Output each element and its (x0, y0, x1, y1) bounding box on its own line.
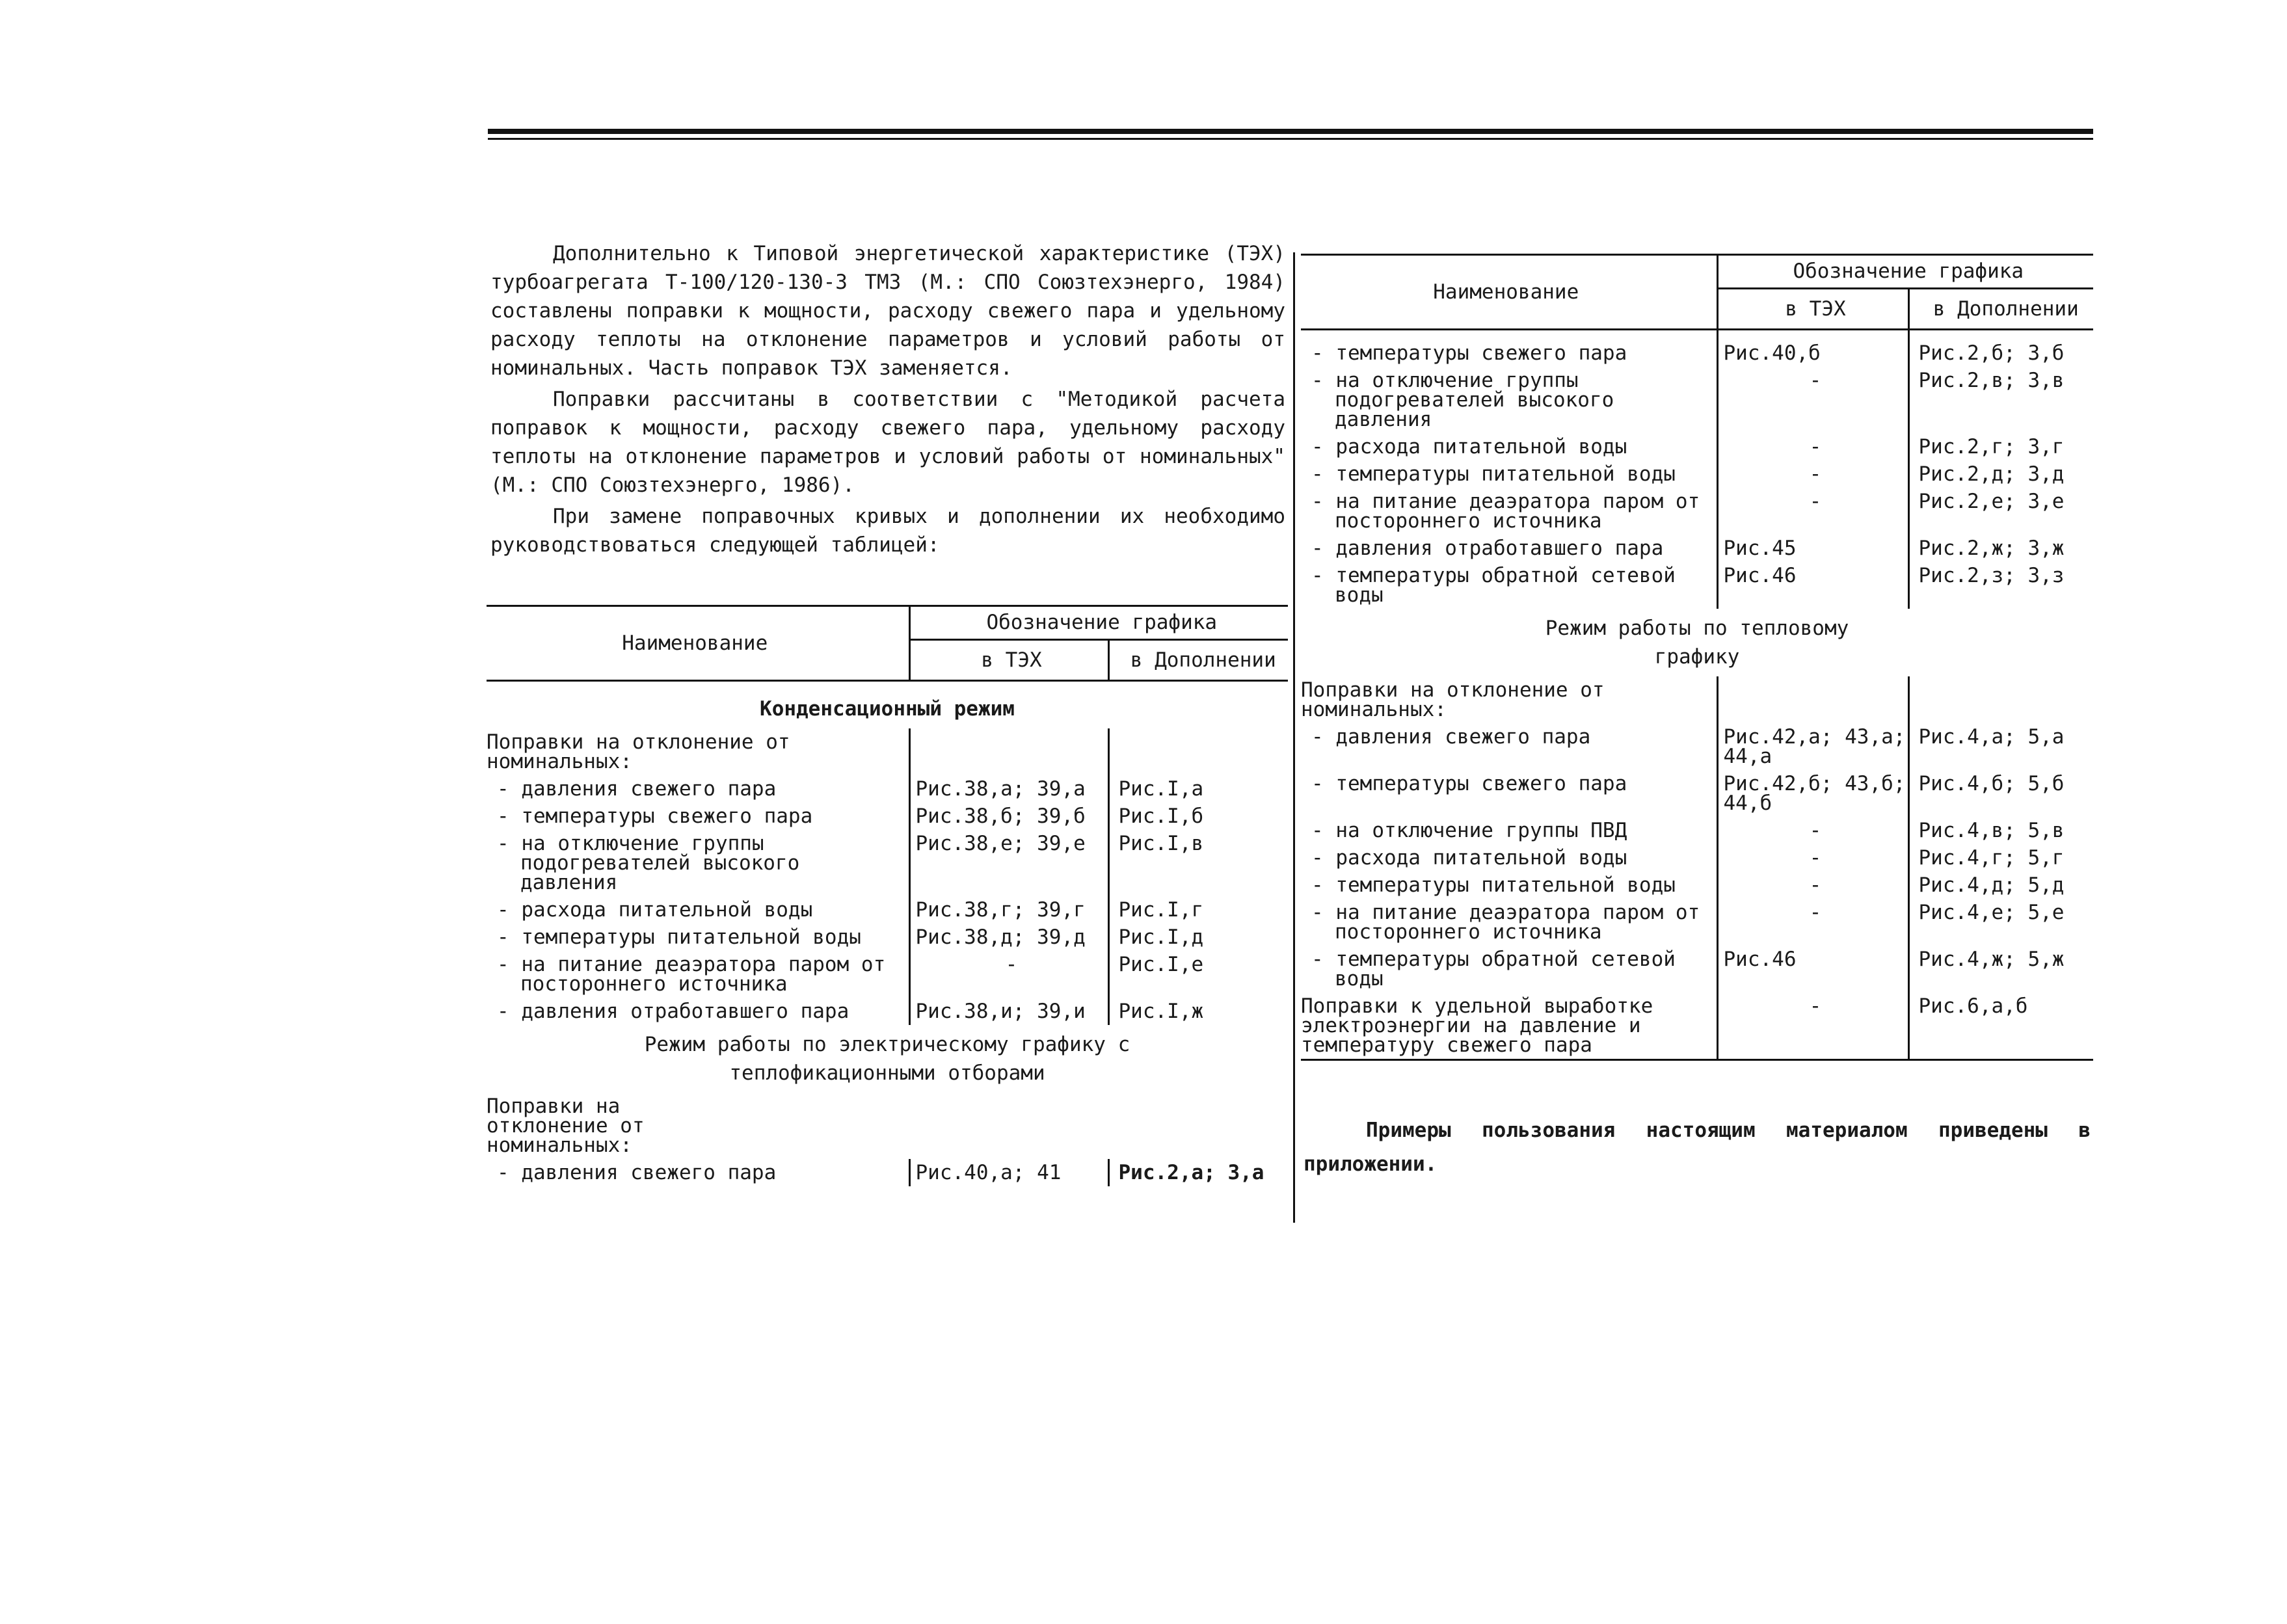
row-teh: - (1717, 899, 1908, 946)
table-row (1301, 488, 2093, 535)
left-corrections-label-row (487, 728, 1288, 775)
intro-paragraph-3: При замене поправочных кривых и дополнении их необходимо руководствоваться следующей таблицей: (490, 505, 1285, 557)
left-section-condensing (487, 681, 1288, 729)
intro-paragraph-1: Дополнительно к Типовой энергетической характеристике (ТЭХ) турбоагрегата Т-100/120-130-3 ТМЗ (М.: СПО Союзтехэнерго, 1984) составлены поправки к мощности, расходу свежего пара и удельному расходу теплоты на отклонение параметров и условий работы от номинальных. Часть поправок ТЭХ заменяется. (490, 242, 1285, 380)
right-header-designation: Обозначение графика (1717, 255, 2093, 289)
table-row (1301, 460, 2093, 488)
row-supplement: Рис.4,г; 5,г (1908, 844, 2093, 872)
row-name: - давления отработавшего пара (497, 1000, 849, 1023)
row-supplement: Рис.4,ж; 5,ж (1908, 946, 2093, 992)
table-row (1301, 330, 2093, 367)
left-header-name: Наименование (487, 606, 909, 681)
row-name: - на отключение группы ПВД (1311, 819, 1627, 842)
left-table (487, 605, 1288, 1186)
row-supplement: Рис.I,а (1108, 775, 1288, 803)
left-header-teh: в ТЭХ (909, 639, 1108, 681)
row-teh: - (1717, 488, 1908, 535)
row-name: - давления свежего пара (1311, 725, 1591, 749)
row-teh: - (1717, 817, 1908, 844)
row-name: - температуры свежего пара (1311, 772, 1627, 795)
table-row (1301, 535, 2093, 562)
row-name: - температуры свежего пара (1311, 341, 1627, 365)
row-teh: Рис.38,и; 39,и (909, 998, 1108, 1025)
row-teh: - (1717, 992, 1908, 1060)
row-name: - температуры свежего пара (497, 805, 813, 828)
right-header-supplement: в Дополнении (1908, 288, 2093, 330)
left-corrections-label-row-2 (487, 1093, 1288, 1159)
intro-text (490, 239, 1285, 562)
row-supplement: Рис.4,в; 5,в (1908, 817, 2093, 844)
empty-cell (1108, 1093, 1288, 1159)
top-rule-thin (488, 138, 2093, 140)
row-teh: Рис.45 (1717, 535, 1908, 562)
row-name: - на отключение группы подогревателей высокого давления (497, 832, 800, 894)
row-teh: Рис.42,б; 43,б; 44,б (1717, 770, 1908, 817)
empty-cell (909, 1093, 1108, 1159)
section-title: Конденсационный режим (760, 697, 1015, 721)
right-table (1301, 254, 2093, 1061)
row-supplement: Рис.2,г; 3,г (1908, 433, 2093, 460)
table-row (487, 830, 1288, 896)
table-row (487, 775, 1288, 803)
table-row (1301, 817, 2093, 844)
row-name: - на питание деаэратора паром от постороннего источника (497, 953, 886, 996)
row-supplement: Рис.4,а; 5,а (1908, 723, 2093, 770)
row-supplement: Рис.2,з; 3,з (1908, 562, 2093, 609)
row-supplement: Рис.2,а; 3,а (1108, 1159, 1288, 1186)
row-name: - расхода питательной воды (1311, 846, 1627, 870)
row-teh: Рис.38,е; 39,е (909, 830, 1108, 896)
row-teh: - (1717, 460, 1908, 488)
table-row (487, 951, 1288, 998)
row-name: - температуры питательной воды (497, 925, 861, 949)
table-row (487, 998, 1288, 1025)
row-name: - температуры питательной воды (1311, 462, 1676, 486)
row-supplement: Рис.I,д (1108, 924, 1288, 951)
row-supplement: Рис.2,ж; 3,ж (1908, 535, 2093, 562)
section-title: Режим работы по тепловому графику (1545, 617, 1849, 669)
row-supplement: Рис.I,е (1108, 951, 1288, 998)
intro-paragraph-2: Поправки рассчитаны в соответствии с "Методикой расчета поправок к мощности, расходу свежего пара, удельному расходу теплоты на отклонение параметров и условий работы от номинальных" (М.: СПО Союзтехэнерго, 1986). (490, 388, 1285, 497)
row-teh: Рис.38,г; 39,г (909, 896, 1108, 924)
row-teh: Рис.40,а; 41 (909, 1159, 1108, 1186)
row-supplement: Рис.I,в (1108, 830, 1288, 896)
row-name: - на питание деаэратора паром от постороннего источника (1311, 901, 1700, 944)
table-row (1301, 770, 2093, 817)
row-teh: Рис.38,а; 39,а (909, 775, 1108, 803)
table-row (1301, 844, 2093, 872)
left-header-supplement: в Дополнении (1108, 639, 1288, 681)
table-row (1301, 992, 2093, 1060)
row-name: - температуры обратной сетевой воды (1311, 948, 1676, 991)
row-teh: - (909, 951, 1108, 998)
row-teh: - (1717, 367, 1908, 433)
section-title: Режим работы по электрическому графику с теплофикационными отборами (644, 1033, 1130, 1085)
row-name: - на питание деаэратора паром от постороннего источника (1311, 490, 1700, 533)
empty-cell (1717, 676, 1908, 723)
row-supplement: Рис.4,д; 5,д (1908, 872, 2093, 899)
row-name: - давления свежего пара (497, 777, 777, 801)
column-divider (1293, 252, 1295, 1223)
row-teh: Рис.42,а; 43,а; 44,а (1717, 723, 1908, 770)
row-supplement: Рис.2,е; 3,е (1908, 488, 2093, 535)
row-supplement: Рис.2,в; 3,в (1908, 367, 2093, 433)
footnote: Примеры пользования настоящим материалом приведены в приложении. (1304, 1119, 2091, 1176)
row-teh: Рис.46 (1717, 946, 1908, 992)
empty-cell (1108, 728, 1288, 775)
row-teh: Рис.46 (1717, 562, 1908, 609)
corrections-label: Поправки на отклонение от номинальных: (487, 730, 790, 773)
table-row (1301, 562, 2093, 609)
row-teh: Рис.40,б (1717, 330, 1908, 367)
table-row (1301, 899, 2093, 946)
row-supplement: Рис.I,г (1108, 896, 1288, 924)
table-row (1301, 872, 2093, 899)
right-header-teh: в ТЭХ (1717, 288, 1908, 330)
right-section-thermal (1301, 609, 2093, 676)
left-header-designation: Обозначение графика (909, 606, 1288, 640)
row-name: - на отключение группы подогревателей высокого давления (1311, 369, 1614, 431)
row-supplement: Рис.6,а,б (1908, 992, 2093, 1060)
corrections-label: Поправки на отклонение от номинальных: (487, 1095, 645, 1157)
row-teh: - (1717, 844, 1908, 872)
row-name: - расхода питательной воды (1311, 435, 1627, 459)
right-header-name: Наименование (1301, 255, 1717, 330)
corrections-label: Поправки на отклонение от номинальных: (1301, 678, 1605, 721)
table-row (487, 803, 1288, 830)
left-header-row (487, 606, 1288, 640)
row-name: - температуры обратной сетевой воды (1311, 564, 1676, 607)
table-row (1301, 367, 2093, 433)
row-supplement: Рис.I,ж (1108, 998, 1288, 1025)
row-supplement: Рис.2,д; 3,д (1908, 460, 2093, 488)
row-supplement: Рис.4,е; 5,е (1908, 899, 2093, 946)
table-row (487, 896, 1288, 924)
empty-cell (1908, 676, 2093, 723)
table-row (487, 924, 1288, 951)
top-rule (488, 129, 2093, 134)
row-supplement: Рис.I,б (1108, 803, 1288, 830)
left-section-electric (487, 1025, 1288, 1093)
row-teh: Рис.38,д; 39,д (909, 924, 1108, 951)
row-name: - давления отработавшего пара (1311, 537, 1664, 560)
row-teh: Рис.38,б; 39,б (909, 803, 1108, 830)
row-teh: - (1717, 872, 1908, 899)
row-supplement: Рис.4,б; 5,б (1908, 770, 2093, 817)
table-row (1301, 946, 2093, 992)
row-name: - давления свежего пара (497, 1161, 777, 1184)
table-row (1301, 433, 2093, 460)
table-row (487, 1159, 1288, 1186)
row-name: - расхода питательной воды (497, 898, 813, 922)
table-row (1301, 723, 2093, 770)
row-name: - температуры питательной воды (1311, 873, 1676, 897)
row-teh: - (1717, 433, 1908, 460)
empty-cell (909, 728, 1108, 775)
right-header-row (1301, 255, 2093, 289)
right-corrections-label-row (1301, 676, 2093, 723)
row-supplement: Рис.2,б; 3,б (1908, 330, 2093, 367)
specific-label: Поправки к удельной выработке электроэнергии на давление и температуру свежего пара (1301, 992, 1717, 1060)
